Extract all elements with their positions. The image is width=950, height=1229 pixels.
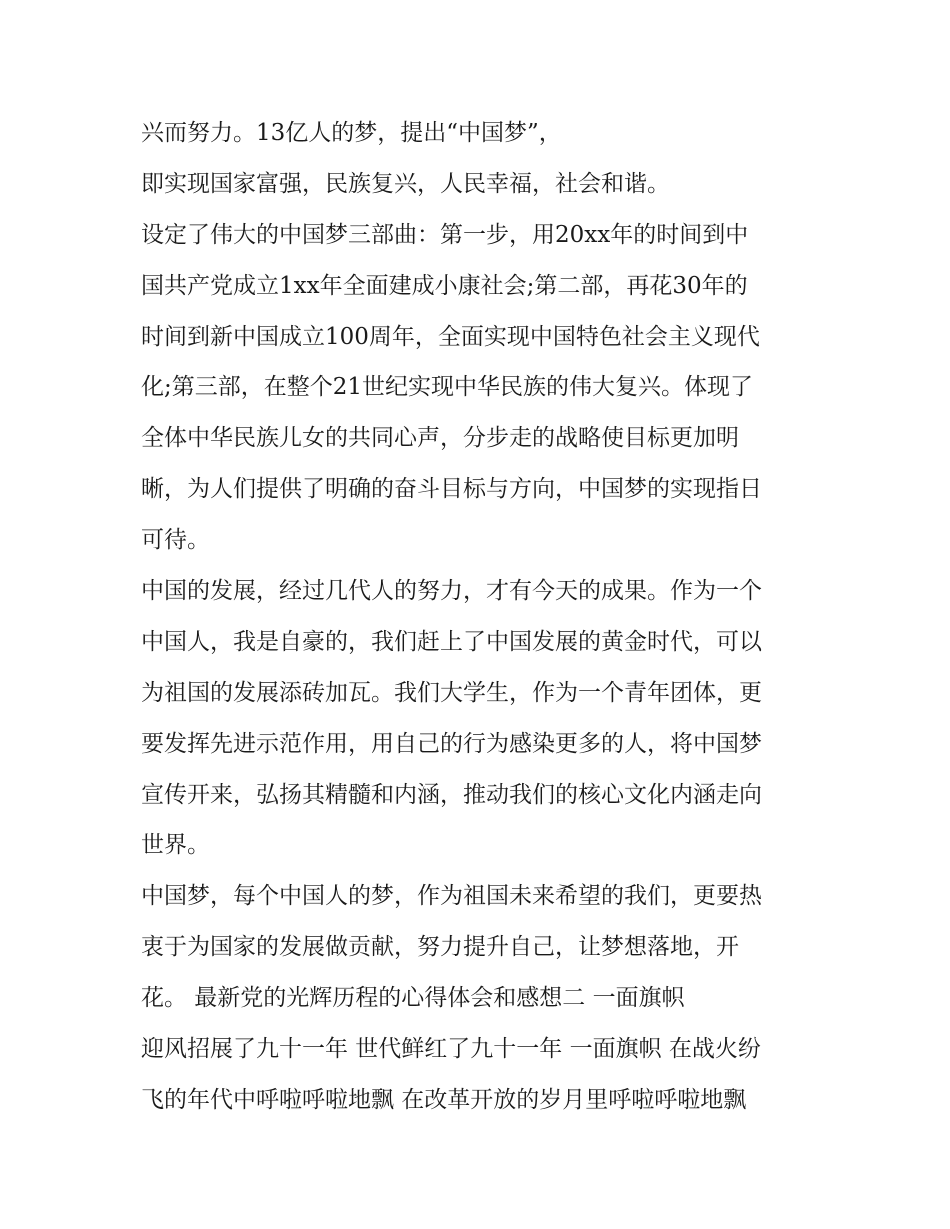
text-line: 中国的发展，经过几代人的努力，才有今天的成果。作为一个 [141, 578, 762, 605]
text-line: 国共产党成立1xx年全面建成小康社会;第二部，再花30年的 [141, 272, 748, 299]
text-line: 要发挥先进示范作用，用自己的行为感染更多的人，将中国梦 [141, 730, 762, 757]
text-line: 全体中华民族儿女的共同心声，分步走的战略使目标更加明 [141, 425, 739, 452]
text-line: 宣传开来，弘扬其精髓和内涵，推动我们的核心文化内涵走向 [141, 781, 762, 808]
text-line: 兴而努力。13亿人的梦，提出“中国梦”， [141, 120, 562, 146]
text-line: 衷于为国家的发展做贡献，努力提升自己，让梦想落地，开 [141, 934, 739, 961]
text-line: 中国梦，每个中国人的梦，作为祖国未来希望的我们，更要热 [141, 883, 762, 910]
text-line: 为祖国的发展添砖加瓦。我们大学生，作为一个青年团体，更 [141, 679, 762, 706]
text-line: 设定了伟大的中国梦三部曲：第一步，用20xx年的时间到中 [141, 221, 749, 248]
document-body [141, 108, 821, 1126]
text-line: 即实现国家富强，民族复兴，人民幸福，社会和谐。 [141, 170, 670, 197]
text-line: 时间到新中国成立100周年，全面实现中国特色社会主义现代 [141, 323, 760, 350]
text-line: 世界。 [141, 832, 210, 859]
text-line: 化;第三部，在整个21世纪实现中华民族的伟大复兴。体现了 [141, 374, 754, 401]
text-line: 可待。 [141, 527, 210, 554]
text-line: 飞的年代中呼啦呼啦地飘 在改革开放的岁月里呼啦呼啦地飘 [141, 1086, 747, 1113]
text-line: 花。 最新党的光辉历程的心得体会和感想二 一面旗帜 [141, 985, 685, 1012]
text-line: 中国人，我是自豪的，我们赶上了中国发展的黄金时代，可以 [141, 628, 762, 655]
text-line: 迎风招展了九十一年 世代鲜红了九十一年 一面旗帜 在战火纷 [141, 1036, 761, 1063]
text-line: 晰，为人们提供了明确的奋斗目标与方向，中国梦的实现指日 [141, 476, 762, 503]
